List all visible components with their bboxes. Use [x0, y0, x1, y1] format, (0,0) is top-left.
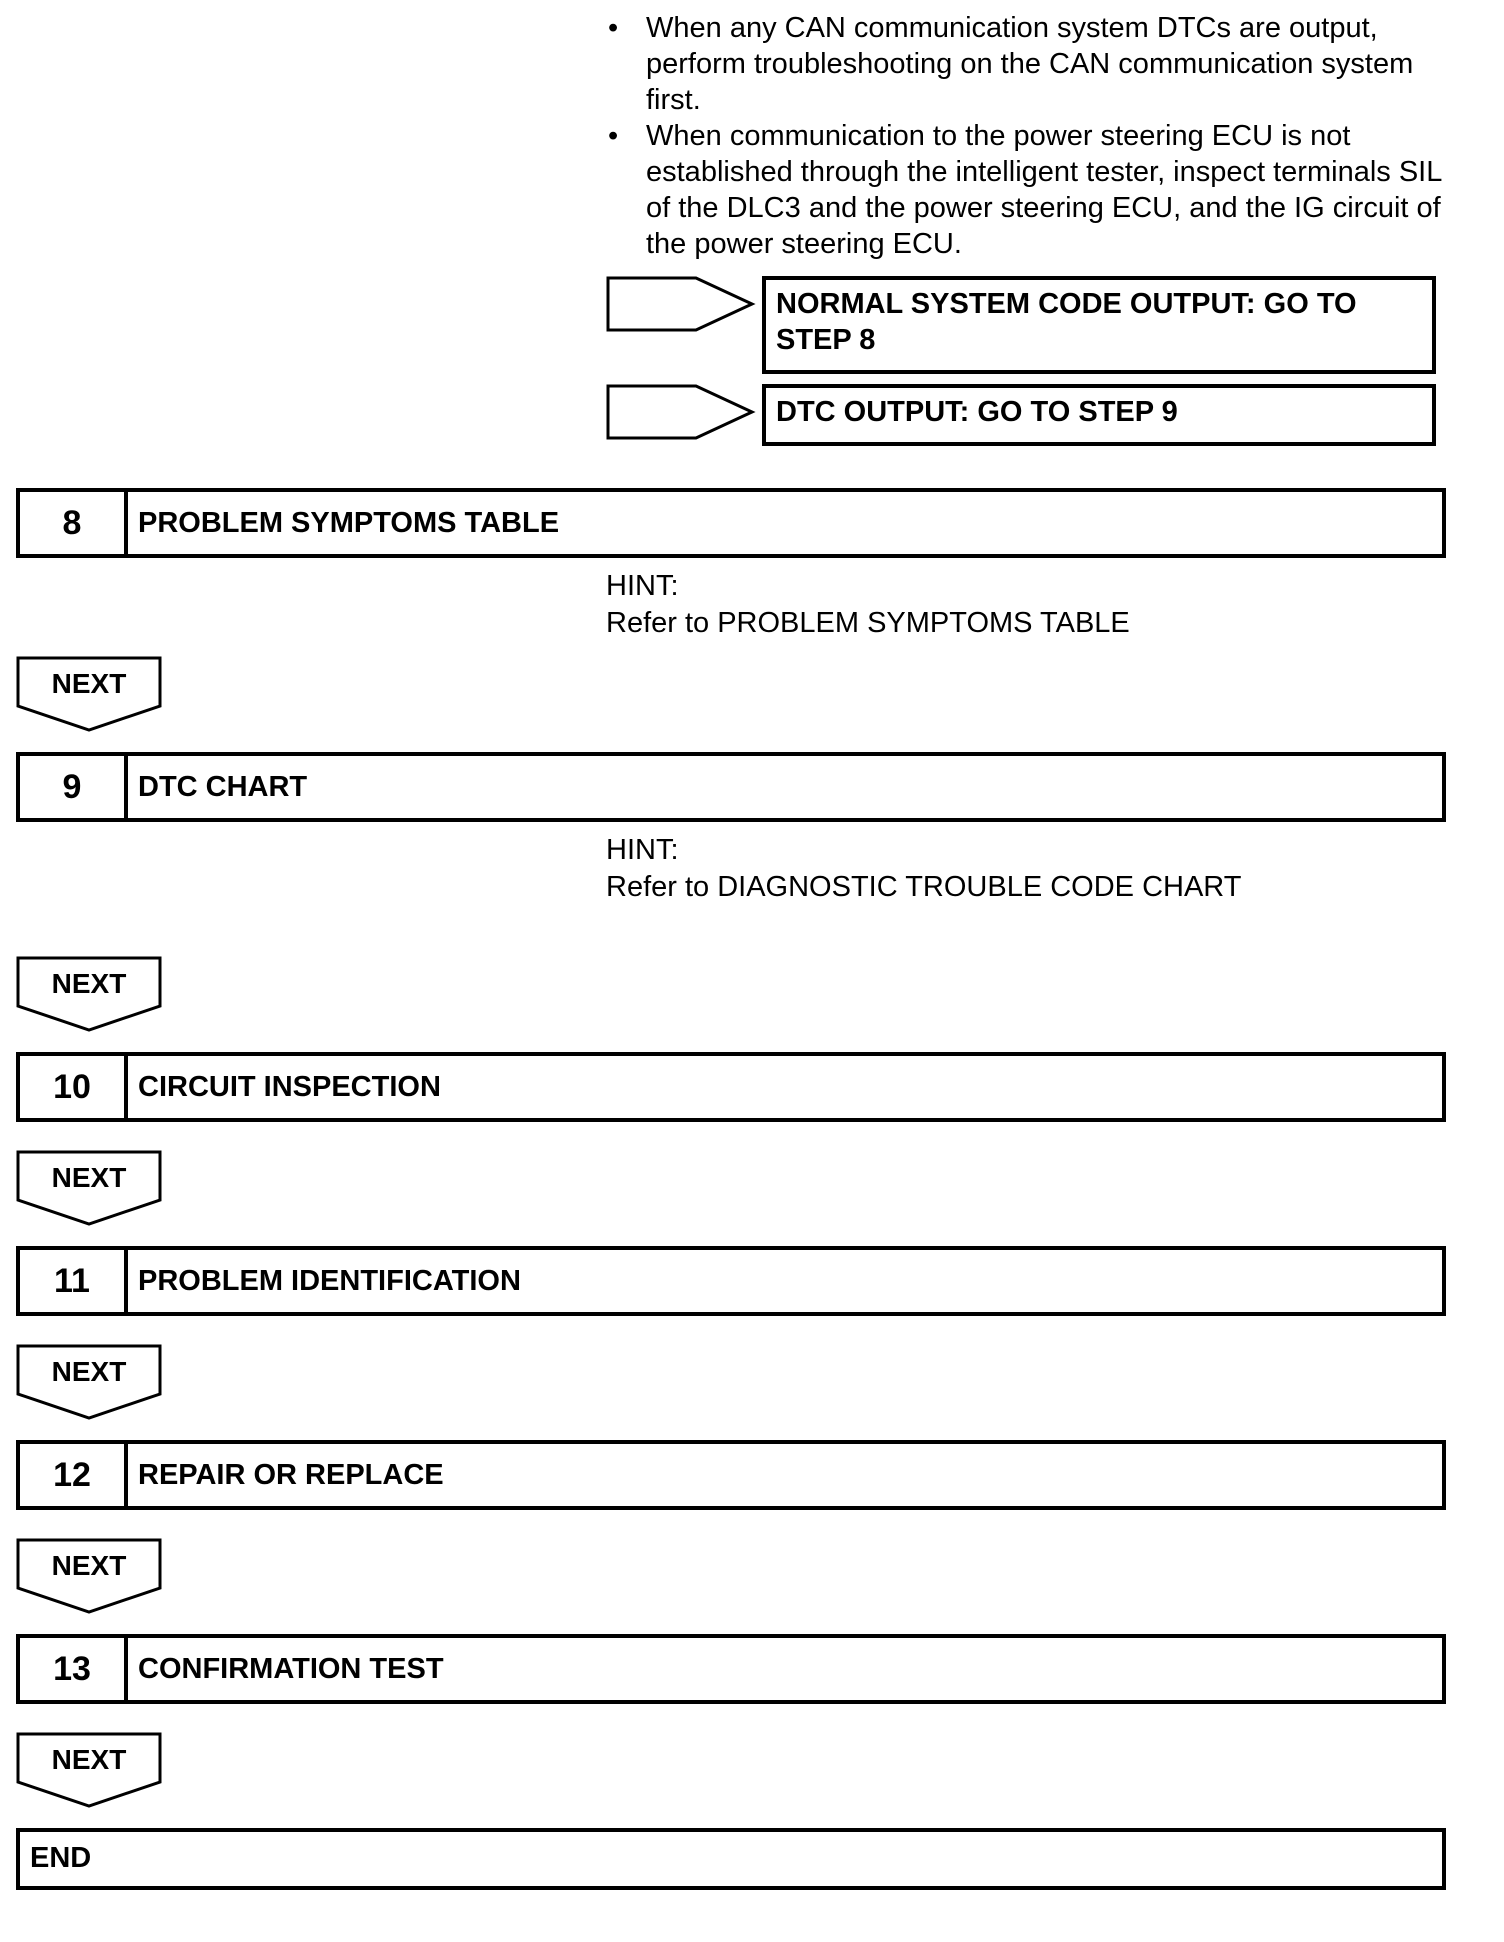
step-title[interactable]: PROBLEM SYMPTOMS TABLE: [138, 506, 560, 539]
bullet-dot: •: [608, 120, 619, 152]
hint-text: Refer to PROBLEM SYMPTOMS TABLE: [606, 607, 1130, 639]
step-title[interactable]: DTC CHART: [138, 770, 308, 803]
next-button[interactable]: [16, 1344, 164, 1420]
step-number: 9: [20, 756, 128, 818]
step-title[interactable]: CONFIRMATION TEST: [138, 1652, 444, 1685]
step-number: 13: [20, 1638, 128, 1700]
next-button[interactable]: [16, 1150, 164, 1226]
next-label: NEXT: [51, 1162, 127, 1193]
step-number: 11: [20, 1250, 128, 1312]
step-11: [16, 1246, 1446, 1316]
hint-text: Refer to DIAGNOSTIC TROUBLE CODE CHART: [606, 871, 1242, 903]
step-number: 8: [20, 492, 128, 554]
next-label: NEXT: [51, 1550, 127, 1581]
step-9: [16, 752, 1446, 822]
result-arrow-icon: [606, 384, 756, 440]
step-number: 10: [20, 1056, 128, 1118]
result-normal-box[interactable]: NORMAL SYSTEM CODE OUTPUT: GO TO STEP 8: [762, 276, 1436, 374]
result-arrow-icon: [606, 276, 756, 332]
result-normal-row: [606, 276, 1436, 374]
step-13: [16, 1634, 1446, 1704]
hint-step-8: [606, 568, 1130, 642]
bullet-item: [606, 10, 1446, 118]
next-button[interactable]: [16, 956, 164, 1032]
hint-label: HINT:: [606, 570, 679, 602]
step-number: 12: [20, 1444, 128, 1506]
next-label: NEXT: [51, 968, 127, 999]
result-dtc-box[interactable]: DTC OUTPUT: GO TO STEP 9: [762, 384, 1436, 446]
bullet-item: [606, 118, 1446, 262]
hint-bullet-list: [606, 10, 1446, 262]
next-label: NEXT: [51, 1356, 127, 1387]
next-button[interactable]: [16, 656, 164, 732]
bullet-dot: •: [608, 12, 619, 44]
hint-label: HINT:: [606, 834, 679, 866]
step-8: [16, 488, 1446, 558]
step-10: [16, 1052, 1446, 1122]
step-title[interactable]: PROBLEM IDENTIFICATION: [138, 1264, 521, 1297]
step-title[interactable]: REPAIR OR REPLACE: [138, 1458, 444, 1491]
bullet-text: When communication to the power steering ECU is not established through the intelligent tester, inspect terminals SIL of the DLC3 and the power steering ECU, and the IG circuit of the power steering ECU.: [646, 120, 1442, 260]
next-button[interactable]: [16, 1538, 164, 1614]
next-button[interactable]: [16, 1732, 164, 1808]
bullet-text: When any CAN communication system DTCs are output, perform troubleshooting on the CAN communication system first.: [646, 12, 1414, 116]
hint-step-9: [606, 832, 1241, 906]
next-label: NEXT: [51, 1744, 127, 1775]
step-12: [16, 1440, 1446, 1510]
end-box: END: [16, 1828, 1446, 1890]
step-title[interactable]: CIRCUIT INSPECTION: [138, 1070, 441, 1103]
result-dtc-row: [606, 384, 1436, 446]
next-label: NEXT: [51, 668, 127, 699]
